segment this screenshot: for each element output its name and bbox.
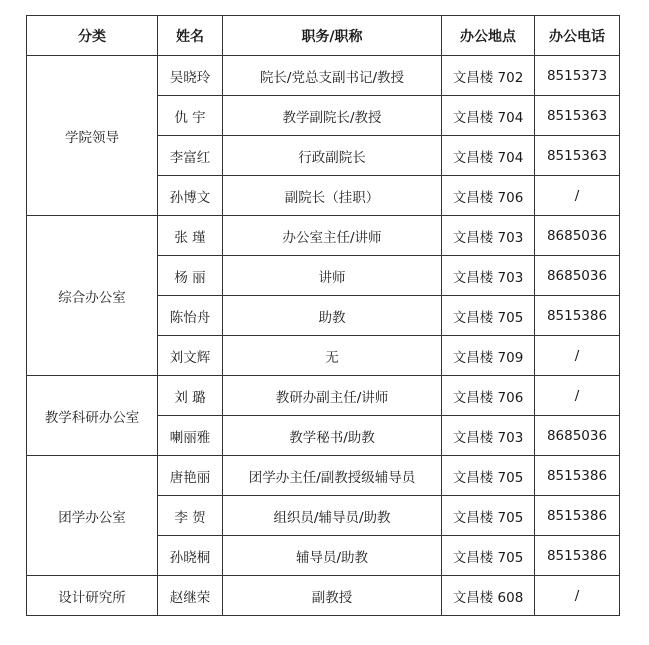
- location-cell: 文昌楼 705: [442, 296, 535, 336]
- phone-cell: /: [535, 576, 620, 616]
- location-cell: 文昌楼 702: [442, 56, 535, 96]
- title-cell: 辅导员/助教: [223, 536, 442, 576]
- name-cell: 吴晓玲: [158, 56, 223, 96]
- phone-cell: 8515386: [535, 496, 620, 536]
- header-phone: 办公电话: [535, 16, 620, 56]
- title-cell: 行政副院长: [223, 136, 442, 176]
- table-body: [27, 56, 620, 616]
- location-cell: 文昌楼 704: [442, 96, 535, 136]
- title-cell: 教学秘书/助教: [223, 416, 442, 456]
- category-cell: 学院领导: [27, 56, 158, 216]
- location-cell: 文昌楼 704: [442, 136, 535, 176]
- location-cell: 文昌楼 703: [442, 216, 535, 256]
- phone-cell: /: [535, 336, 620, 376]
- header-name: 姓名: [158, 16, 223, 56]
- header-category: 分类: [27, 16, 158, 56]
- header-row: [27, 16, 620, 56]
- phone-cell: 8515386: [535, 456, 620, 496]
- phone-cell: 8515363: [535, 136, 620, 176]
- location-cell: 文昌楼 608: [442, 576, 535, 616]
- category-cell: 设计研究所: [27, 576, 158, 616]
- table-row: [27, 216, 620, 256]
- title-cell: 团学办主任/副教授级辅导员: [223, 456, 442, 496]
- name-cell: 唐艳丽: [158, 456, 223, 496]
- location-cell: 文昌楼 705: [442, 536, 535, 576]
- name-cell: 李 贺: [158, 496, 223, 536]
- phone-cell: 8685036: [535, 216, 620, 256]
- category-cell: 综合办公室: [27, 216, 158, 376]
- phone-cell: 8515363: [535, 96, 620, 136]
- name-cell: 刘 璐: [158, 376, 223, 416]
- table-row: [27, 576, 620, 616]
- location-cell: 文昌楼 706: [442, 176, 535, 216]
- name-cell: 刘文辉: [158, 336, 223, 376]
- title-cell: 副教授: [223, 576, 442, 616]
- header-location: 办公地点: [442, 16, 535, 56]
- phone-cell: 8515386: [535, 296, 620, 336]
- title-cell: 教学副院长/教授: [223, 96, 442, 136]
- phone-cell: 8685036: [535, 416, 620, 456]
- name-cell: 张 瑾: [158, 216, 223, 256]
- phone-cell: 8685036: [535, 256, 620, 296]
- phone-cell: /: [535, 376, 620, 416]
- phone-cell: 8515373: [535, 56, 620, 96]
- header-title: 职务/职称: [223, 16, 442, 56]
- title-cell: 教研办副主任/讲师: [223, 376, 442, 416]
- name-cell: 赵继荣: [158, 576, 223, 616]
- phone-cell: 8515386: [535, 536, 620, 576]
- staff-directory-table: [26, 15, 620, 616]
- location-cell: 文昌楼 703: [442, 416, 535, 456]
- title-cell: 院长/党总支副书记/教授: [223, 56, 442, 96]
- location-cell: 文昌楼 705: [442, 456, 535, 496]
- category-cell: 教学科研办公室: [27, 376, 158, 456]
- name-cell: 孙博文: [158, 176, 223, 216]
- title-cell: 副院长（挂职）: [223, 176, 442, 216]
- phone-cell: /: [535, 176, 620, 216]
- category-cell: 团学办公室: [27, 456, 158, 576]
- location-cell: 文昌楼 709: [442, 336, 535, 376]
- name-cell: 孙晓桐: [158, 536, 223, 576]
- title-cell: 无: [223, 336, 442, 376]
- name-cell: 仇 宇: [158, 96, 223, 136]
- location-cell: 文昌楼 706: [442, 376, 535, 416]
- title-cell: 助教: [223, 296, 442, 336]
- table-row: [27, 456, 620, 496]
- location-cell: 文昌楼 705: [442, 496, 535, 536]
- name-cell: 陈怡舟: [158, 296, 223, 336]
- name-cell: 杨 丽: [158, 256, 223, 296]
- name-cell: 李富红: [158, 136, 223, 176]
- table-row: [27, 376, 620, 416]
- title-cell: 组织员/辅导员/助教: [223, 496, 442, 536]
- title-cell: 讲师: [223, 256, 442, 296]
- table-row: [27, 56, 620, 96]
- name-cell: 喇丽雅: [158, 416, 223, 456]
- title-cell: 办公室主任/讲师: [223, 216, 442, 256]
- location-cell: 文昌楼 703: [442, 256, 535, 296]
